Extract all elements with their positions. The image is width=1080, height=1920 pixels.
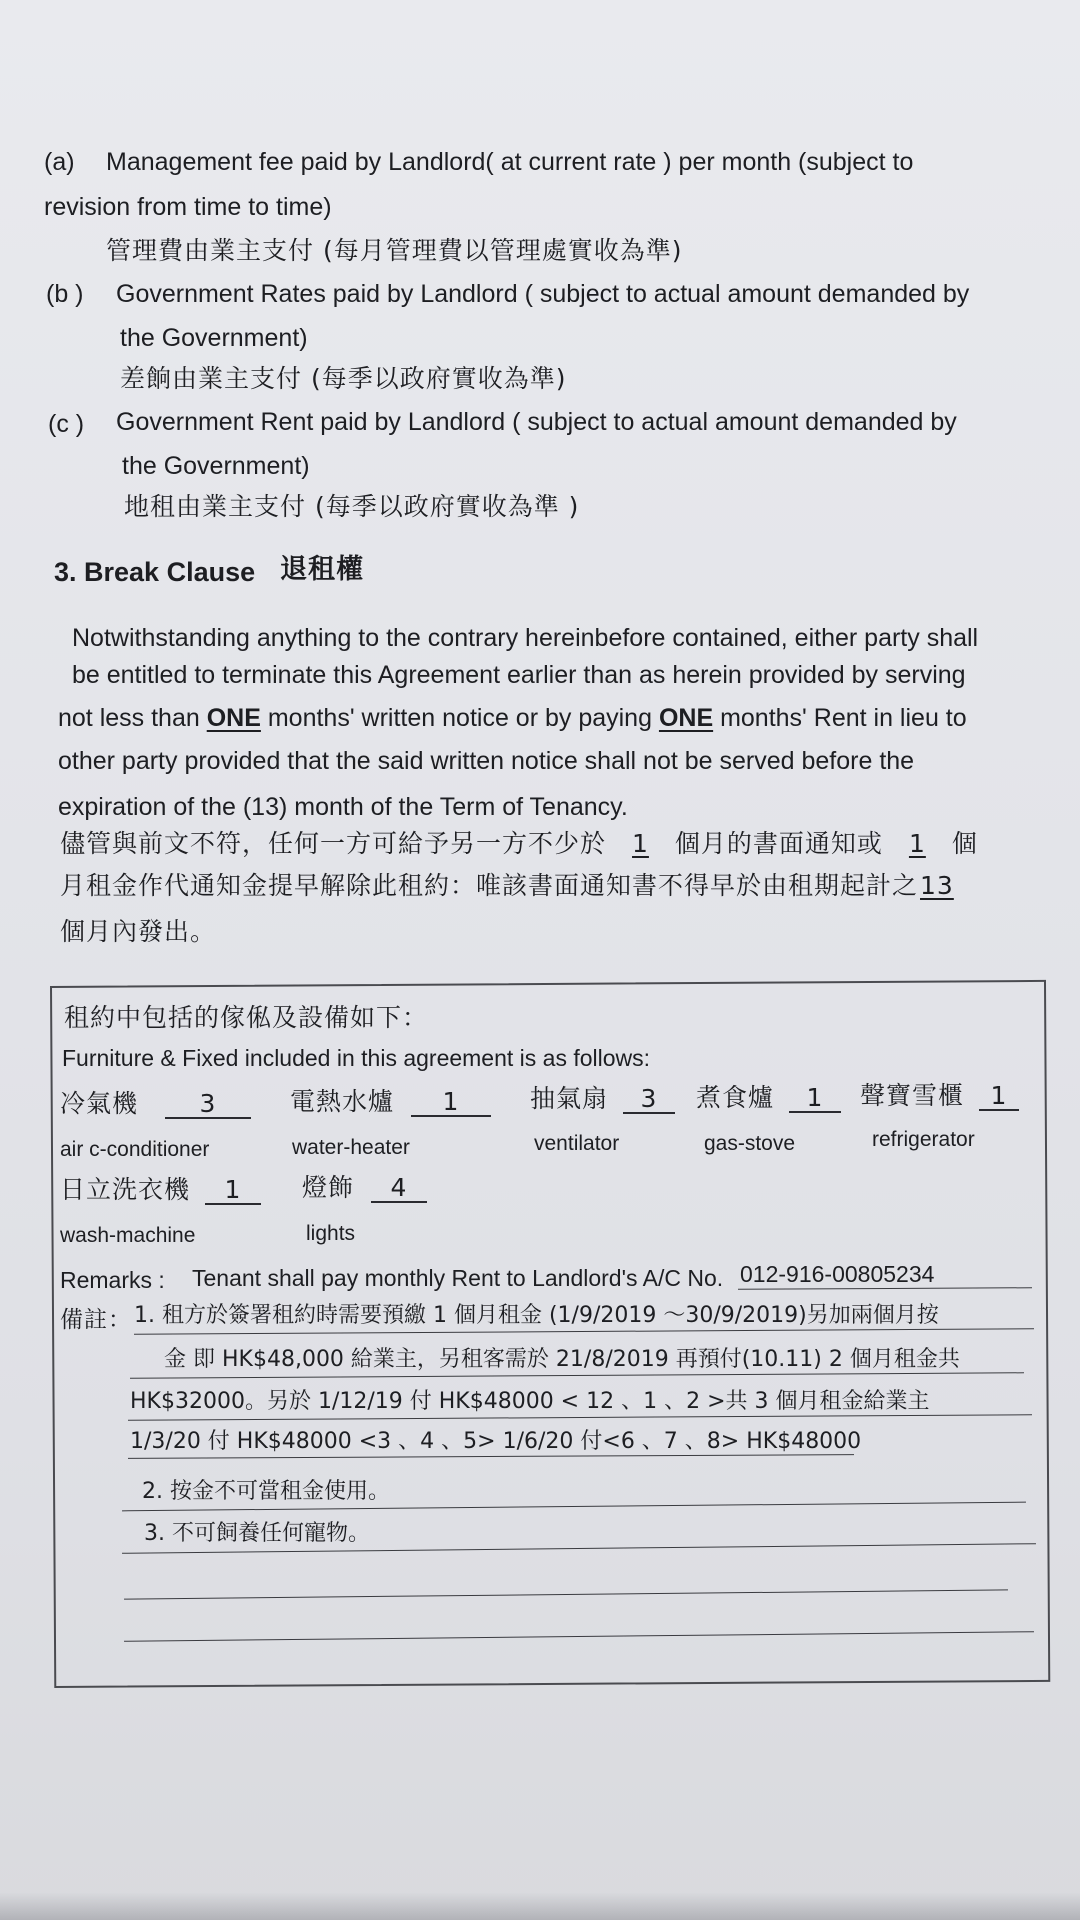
clause-a-marker: (a)	[44, 148, 75, 176]
account-number: 012-916-00805234	[740, 1261, 935, 1287]
item-gas-stove: 煮食爐 1	[696, 1082, 841, 1114]
item-qty: 1	[979, 1083, 1019, 1111]
item-label-en: gas-stove	[704, 1132, 796, 1155]
item-washing-machine: 日立洗衣機 1	[60, 1174, 261, 1206]
furniture-title-en: Furniture & Fixed included in this agreement is as follows:	[62, 1045, 651, 1071]
clause-a-text-line2: revision from time to time)	[44, 193, 332, 221]
item-air-conditioner: 冷氣機 3	[60, 1088, 251, 1120]
item-qty: 1	[205, 1177, 261, 1205]
page-edge-shadow	[0, 1892, 1080, 1920]
break-clause-heading-cn: 退租權	[280, 554, 364, 585]
clause-c-text-line1: Government Rent paid by Landlord ( subject to actual amount demanded by	[116, 408, 957, 436]
clause-c-chinese: 地租由業主支付 (每季以政府實收為準 )	[124, 492, 580, 521]
break-clause-heading: 3. Break Clause	[54, 557, 256, 587]
item-label-en: water-heater	[292, 1136, 410, 1159]
item-label-en: ventilator	[534, 1132, 620, 1155]
item-label-en: wash-machine	[60, 1224, 196, 1247]
note-line-1: 1. 租方於簽署租約時需要預繳 1 個月租金 (1/9/2019 ～30/9/2019)另加兩個月按	[134, 1303, 939, 1328]
item-qty: 1	[411, 1089, 491, 1117]
remarks-text: Tenant shall pay monthly Rent to Landlord's A/C No.	[192, 1265, 724, 1291]
note-line-3: HK$32000。另於 1/12/19 付 HK$48000 < 12 、1 、2 >共 3 個月租金給業主	[130, 1389, 930, 1414]
break-clause-line5: expiration of the (13) month of the Term of Tenancy.	[58, 793, 628, 821]
item-label-en: refrigerator	[872, 1128, 975, 1151]
break-clause-line4: other party provided that the said written notice shall not be served before the	[58, 747, 915, 775]
clause-a-chinese: 管理費由業主支付 (每月管理費以管理處實收為準)	[106, 236, 683, 265]
break-clause-cn-line1: 儘管與前文不符，任何一方可給予另一方不少於 1 個月的書面通知或 1 個	[60, 829, 978, 858]
note-line-4: 1/3/20 付 HK$48000 <3 、4 、5> 1/6/20 付<6 、7 、8> HK$48000	[130, 1429, 862, 1454]
item-label-en: lights	[306, 1222, 356, 1245]
break-clause-cn-line3: 個月內發出。	[60, 917, 217, 946]
rent-months-value: ONE	[658, 704, 714, 732]
note-line-5: 2. 按金不可當租金使用。	[142, 1479, 390, 1504]
clause-b-marker: (b )	[46, 280, 84, 308]
item-label-en: air c-conditioner	[60, 1138, 210, 1161]
clause-b-text-line2: the Government)	[120, 324, 308, 352]
note-line-2: 金 即 HK$48,000 給業主，另租客需於 21/8/2019 再預付(10.11) 2 個月租金共	[164, 1347, 960, 1372]
clause-a-text-line1: Management fee paid by Landlord( at current rate ) per month (subject to	[106, 148, 914, 176]
item-refrigerator: 聲寶雪櫃 1	[860, 1080, 1019, 1112]
break-clause-cn-line2: 月租金作代通知金提早解除此租約：唯該書面通知書不得早於由租期起計之13	[60, 871, 954, 900]
clause-b-text-line1: Government Rates paid by Landlord ( subject to actual amount demanded by	[116, 280, 970, 308]
item-lights: 燈飾 4	[302, 1172, 427, 1204]
break-clause-line3: not less than ONE months' written notice or by paying ONE months' Rent in lieu to	[58, 704, 967, 732]
break-clause-line2: be entitled to terminate this Agreement earlier than as herein provided by serving	[72, 661, 966, 689]
clause-c-text-line2: the Government)	[122, 452, 310, 480]
remarks-label: Remarks :	[60, 1267, 165, 1293]
item-qty: 4	[371, 1175, 427, 1203]
break-clause-line1: Notwithstanding anything to the contrary hereinbefore contained, either party shall	[72, 624, 979, 652]
note-line-6: 3. 不可飼養任何寵物。	[144, 1521, 370, 1546]
clause-b-chinese: 差餉由業主支付 (每季以政府實收為準)	[120, 364, 567, 393]
notice-months-value: ONE	[206, 704, 261, 732]
clause-c-marker: (c )	[48, 410, 85, 438]
item-water-heater: 電熱水爐 1	[290, 1086, 491, 1118]
item-qty: 1	[789, 1085, 841, 1113]
item-qty: 3	[165, 1091, 251, 1119]
item-qty: 3	[623, 1086, 675, 1114]
item-ventilator: 抽氣扇 3	[530, 1083, 675, 1115]
notes-label: 備註：	[60, 1307, 132, 1333]
furniture-title-cn: 租約中包括的傢俬及設備如下：	[64, 1003, 429, 1032]
